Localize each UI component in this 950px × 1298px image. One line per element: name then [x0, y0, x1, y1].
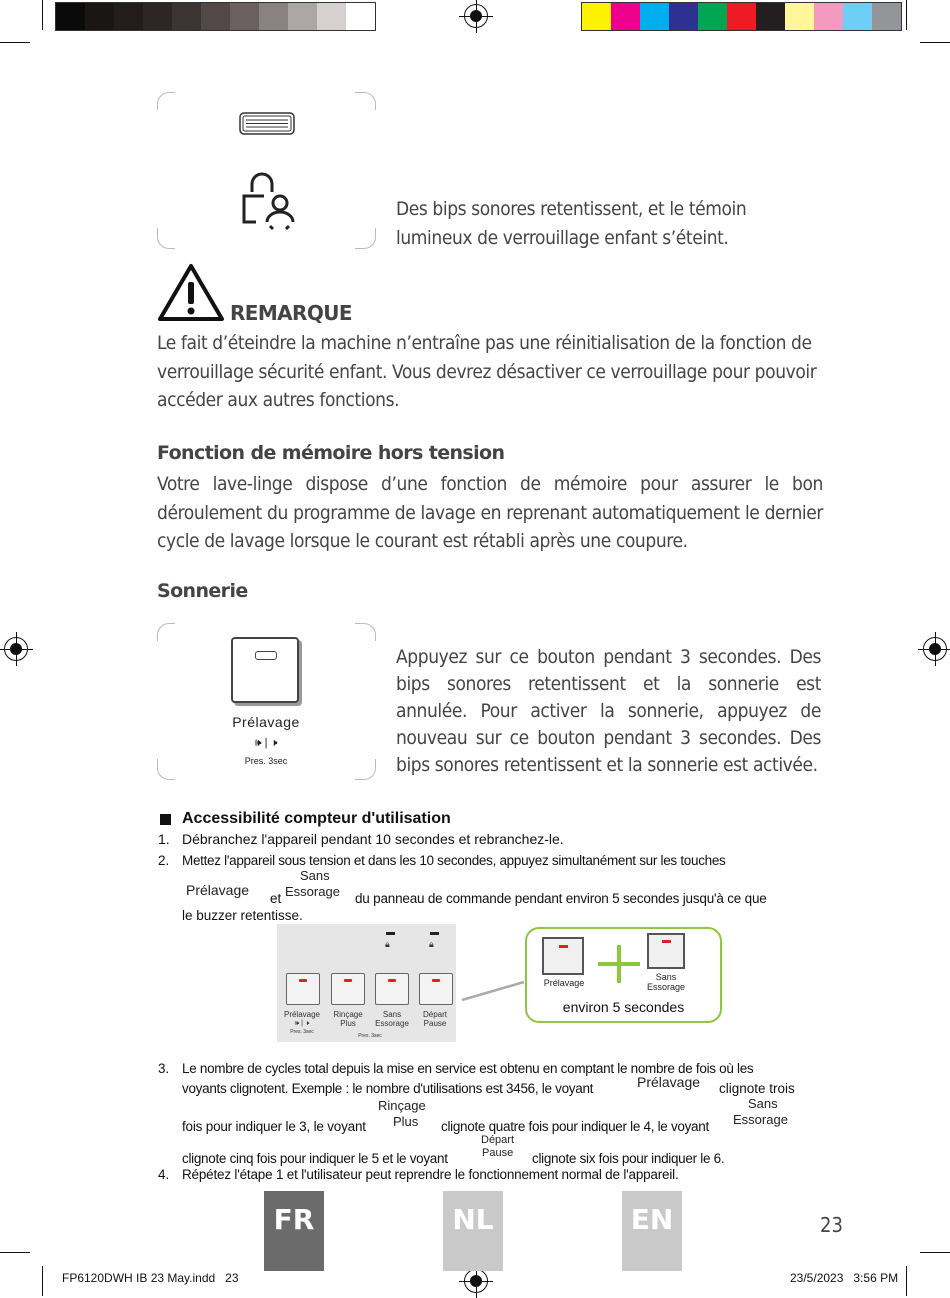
zoom-sans-essorage-button[interactable] — [647, 933, 685, 969]
press-3sec-label: Pres. 3sec — [244, 756, 288, 766]
registration-mark-bottom-icon — [464, 1269, 488, 1293]
color-swatch — [756, 3, 785, 30]
crop-mark — [906, 1266, 907, 1296]
panel-label: Prélavage — [283, 1010, 321, 1019]
panel-label: Pres. 3sec — [290, 1029, 314, 1035]
panel-label: Pause — [423, 1019, 447, 1028]
inline-rincage-label: Rinçage — [378, 1098, 426, 1113]
indicator-led — [386, 932, 395, 935]
lock-small-icon: 🔒︎ — [385, 940, 390, 950]
language-tab-fr[interactable]: FR — [264, 1191, 324, 1271]
button-led — [662, 940, 671, 943]
color-swatch — [143, 3, 172, 30]
inline-essorage-label: Essorage — [285, 884, 340, 899]
step4-text: Répétez l'étape 1 et l'utilisateur peut reprendre le fonctionnement normal de l'appareil. — [182, 1167, 679, 1182]
color-swatch — [785, 3, 814, 30]
inline-sans-label: Sans — [748, 1096, 778, 1111]
color-swatch — [843, 3, 872, 30]
indicator-led — [430, 932, 439, 935]
language-tab-nl[interactable]: NL — [443, 1191, 503, 1271]
memory-title: Fonction de mémoire hors tension — [157, 442, 505, 464]
color-swatch — [114, 3, 143, 30]
color-swatch — [698, 3, 727, 30]
crop-mark — [920, 42, 950, 43]
crop-mark — [42, 1266, 43, 1296]
buzzer-text: Appuyez sur ce bouton pendant 3 secondes. Des bips sonores retentissent et la sonnerie est annulée. Pour activer la sonnerie, appuyez de nouveau sur ce bouton pendant 3 secondes. Des bips sonores retentissent et la sonnerie est activée. — [396, 646, 821, 776]
inline-plus-label: Plus — [393, 1114, 419, 1129]
inline-prelavage-label: Prélavage — [637, 1074, 701, 1090]
inline-depart-label: Départ — [481, 1134, 515, 1146]
color-swatch — [640, 3, 669, 30]
color-swatch — [259, 3, 288, 30]
panel-prelavage-button[interactable] — [286, 973, 320, 1005]
step-number: 3. — [158, 1061, 170, 1076]
color-swatch — [56, 3, 85, 30]
color-swatch-bar — [581, 2, 902, 31]
color-swatch — [814, 3, 843, 30]
crop-mark — [0, 42, 30, 43]
color-swatch — [727, 3, 756, 30]
step3-text: fois pour indiquer le 3, le voyant — [182, 1119, 366, 1134]
prelavage-button-large[interactable] — [231, 637, 299, 703]
step3-text: Le nombre de cycles total depuis la mise en service est obtenu en comptant le nombre de fois où les — [182, 1061, 754, 1076]
panel-label: Essorage — [375, 1019, 409, 1028]
child-lock-small-icon: 🔒︎ — [429, 940, 434, 950]
child-lock-icon — [238, 170, 298, 236]
crop-mark — [0, 1252, 30, 1253]
panel-label: Sans — [382, 1010, 402, 1019]
step-number: 1. — [158, 831, 170, 847]
callout-line — [460, 980, 526, 1006]
step2-text: Mettez l'appareil sous tension et dans les 10 secondes, appuyez simultanément sur les touches — [182, 853, 726, 868]
color-swatch — [582, 3, 611, 30]
crop-mark — [42, 0, 43, 30]
step3-text: voyants clignotent. Exemple : le nombre d'utilisations est 3456, le voyant — [182, 1081, 594, 1096]
panel-sans-essorage-button[interactable] — [375, 973, 409, 1005]
prelavage-label: Prélavage — [232, 714, 300, 730]
color-swatch — [230, 3, 259, 30]
color-swatch — [611, 3, 640, 30]
color-swatch — [172, 3, 201, 30]
color-swatch — [346, 3, 375, 30]
note-title: REMARQUE — [230, 301, 352, 325]
zoom-prelavage-button[interactable] — [542, 937, 584, 975]
sound-toggle-icon: 🕪 | 🕨 — [254, 737, 278, 749]
step1-text: Débranchez l'appareil pendant 10 secondes et rebranchez-le. — [182, 831, 564, 847]
panel-under-label: Pres. 3sec — [358, 1033, 382, 1039]
step-number: 4. — [158, 1167, 170, 1182]
inline-sans-label: Sans — [300, 868, 330, 883]
counter-title: Accessibilité compteur d'utilisation — [182, 810, 451, 827]
memory-text: Votre lave-linge dispose d’une fonction de mémoire pour assurer le bon déroulement du programme de lavage en reprenant automatiquement le dernier cycle de lavage lorsque le courant est rétabli après une coupure. — [157, 473, 823, 552]
color-swatch — [288, 3, 317, 30]
warning-triangle-icon — [157, 262, 225, 326]
color-swatch — [872, 3, 901, 30]
panel-label: Rinçage — [333, 1010, 363, 1019]
step3-text: clignote cinq fois pour indiquer le 5 et le voyant — [182, 1151, 448, 1166]
zoom-prelavage-label: Prélavage — [543, 978, 585, 988]
panel-label: Plus — [340, 1019, 356, 1028]
crop-mark — [906, 0, 907, 30]
page-number: 23 — [820, 1213, 843, 1237]
lock-description: Des bips sonores retentissent, et le témoin lumineux de verrouillage enfant s’éteint. — [396, 198, 747, 249]
step2-text-end: le buzzer retentisse. — [182, 908, 303, 923]
step2-conjunction: et — [270, 891, 282, 906]
buzzer-title: Sonnerie — [157, 580, 248, 602]
step2-text-continued: du panneau de commande pendant environ 5 secondes jusqu'à ce que — [355, 891, 767, 906]
inline-prelavage-label: Prélavage — [186, 882, 250, 898]
registration-mark-left-icon — [4, 637, 28, 661]
language-tab-en[interactable]: EN — [622, 1191, 682, 1271]
gray-swatch-bar — [55, 2, 376, 31]
zoom-caption: environ 5 secondes — [562, 999, 685, 1015]
print-date-label: 23/5/2023 3:56 PM — [790, 1271, 899, 1285]
note-text: Le fait d’éteindre la machine n’entraîne pas une réinitialisation de la fonction de verrouillage sécurité enfant. Vous devrez désactiver ce verrouillage pour pouvoir accéder aux autres fonctions. — [157, 332, 817, 411]
inline-pause-label: Pause — [482, 1147, 514, 1159]
crop-mark — [920, 1252, 950, 1253]
print-file-label: FP6120DWH IB 23 May.indd 23 — [62, 1271, 239, 1285]
button-led — [559, 945, 568, 948]
zoom-sans-label: Sans — [655, 972, 677, 982]
inline-essorage-label: Essorage — [733, 1112, 788, 1127]
lock-key-icon — [238, 111, 296, 140]
step-number: 2. — [158, 853, 170, 868]
color-swatch — [317, 3, 346, 30]
zoom-essorage-label: Essorage — [646, 982, 686, 992]
registration-mark-right-icon — [923, 637, 947, 661]
panel-label: Départ — [422, 1010, 447, 1019]
plus-icon — [598, 945, 640, 987]
step3-text: clignote trois — [719, 1081, 795, 1096]
registration-mark-top-icon — [464, 4, 488, 28]
color-swatch — [85, 3, 114, 30]
button-indicator-icon — [255, 651, 277, 660]
bullet-square-icon — [160, 814, 171, 825]
color-swatch — [201, 3, 230, 30]
color-swatch — [669, 3, 698, 30]
panel-rincage-button[interactable] — [331, 973, 365, 1005]
step3-text: clignote quatre fois pour indiquer le 4, le voyant — [441, 1119, 709, 1134]
panel-depart-pause-button[interactable] — [419, 973, 453, 1005]
panel-label: 🕪 | 🕨 — [294, 1020, 310, 1027]
step3-text: clignote six fois pour indiquer le 6. — [532, 1151, 725, 1166]
